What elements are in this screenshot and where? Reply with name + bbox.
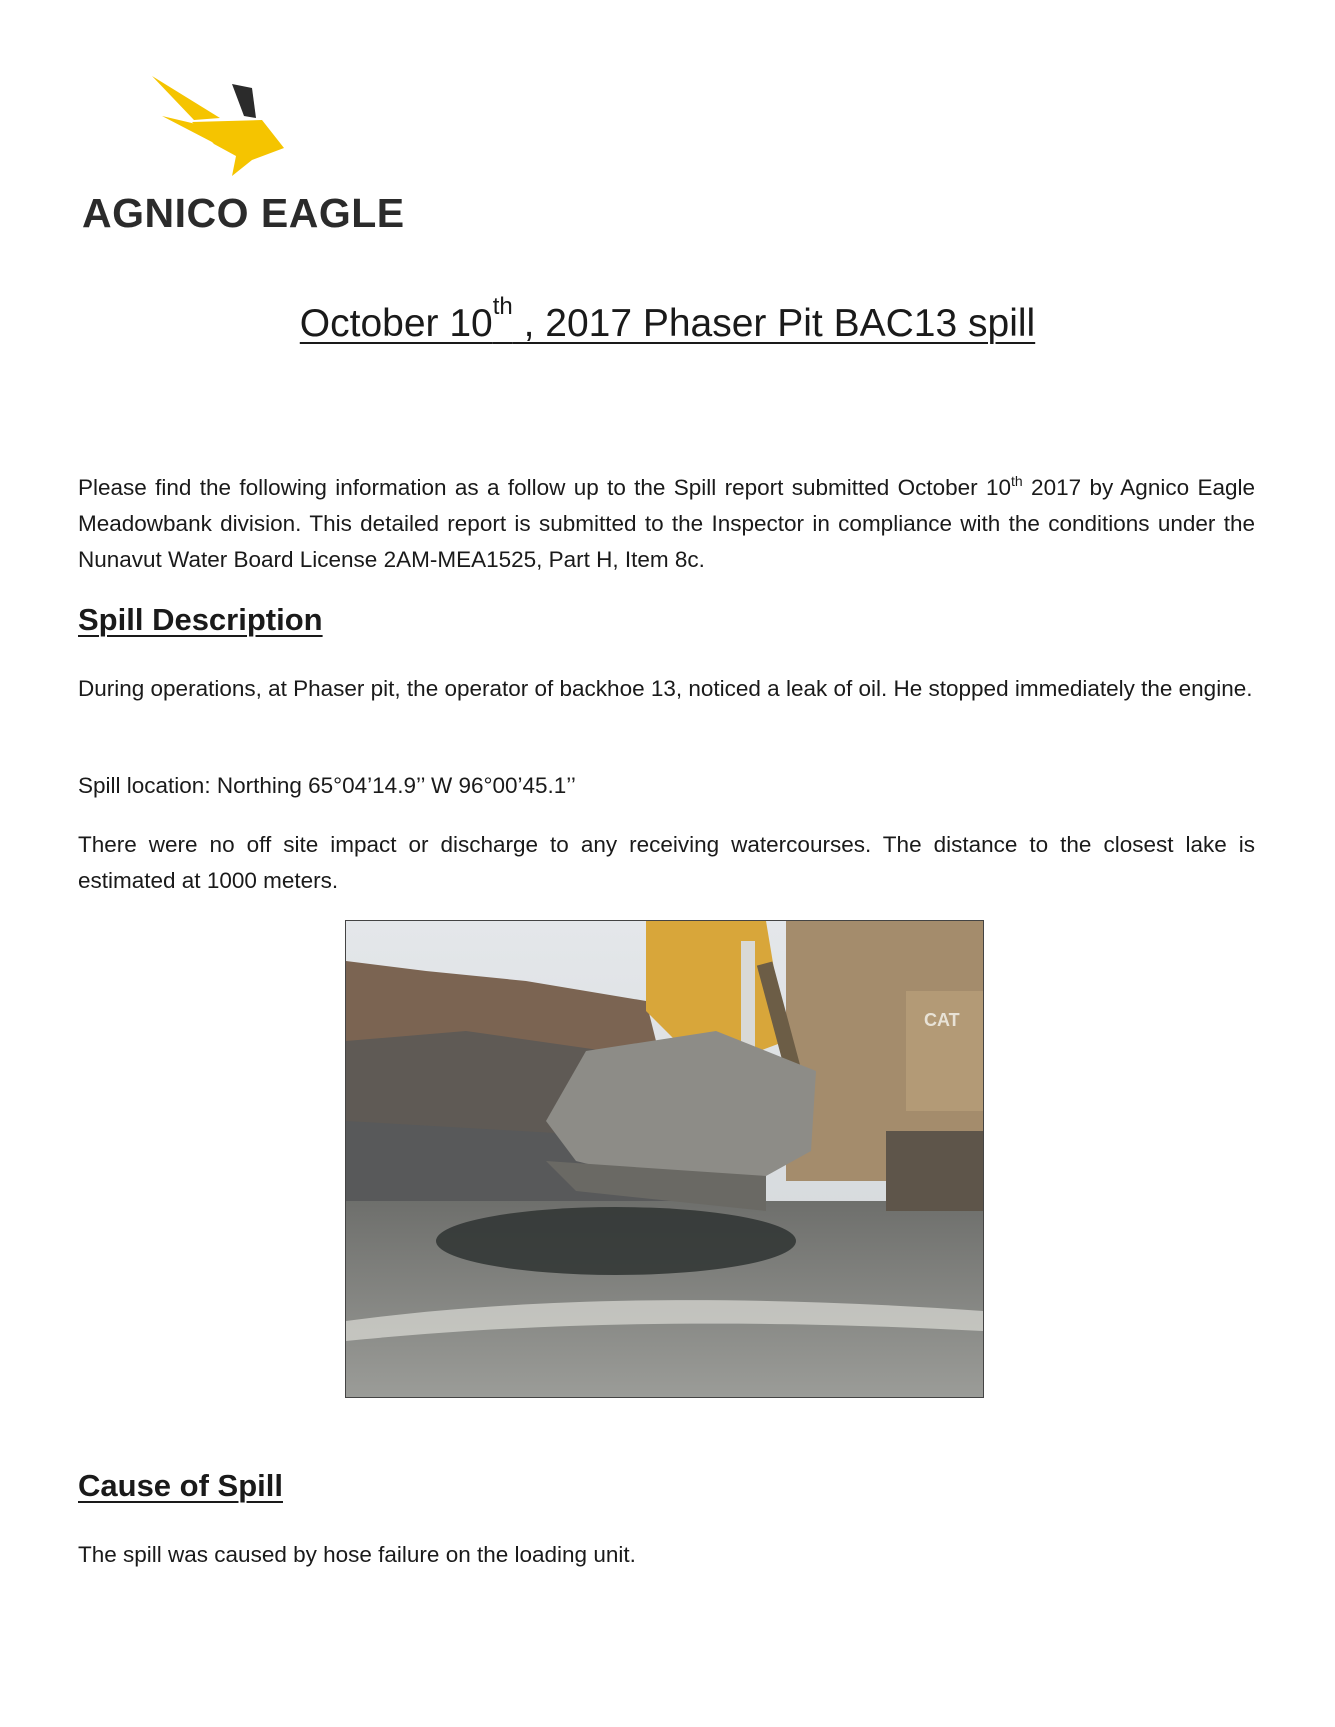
page-title: October 10th , 2017 Phaser Pit BAC13 spill — [299, 293, 1036, 345]
intro-paragraph: Please find the following information as a follow up to the Spill report submitted October 10th 2017 by Agnico Eagle Meadowbank division. This detailed report is submitted to the Inspector in compliance with the conditions under the Nunavut Water Board License 2AM-MEA1525, Part H, Item 8c. — [78, 473, 1255, 572]
spill-description-heading: Spill Description — [78, 602, 323, 637]
company-name: AGNICO EAGLE — [82, 190, 405, 236]
cause-of-spill-paragraph: The spill was caused by hose failure on the loading unit. — [78, 1542, 636, 1567]
cause-of-spill-heading: Cause of Spill — [78, 1468, 283, 1503]
spill-description-paragraph: During operations, at Phaser pit, the operator of backhoe 13, noticed a leak of oil. He stopped immediately the engine. — [78, 676, 1253, 701]
spill-photo — [345, 920, 984, 1398]
spill-location-paragraph: Spill location: Northing 65°04’14.9’’ W 96°00’45.1’’ — [78, 773, 576, 798]
impact-paragraph: There were no off site impact or discharge to any receiving watercourses. The distance to the closest lake is estimated at 1000 meters. — [78, 832, 1255, 893]
machine-badge: CAT — [924, 1010, 960, 1030]
eagle-logo-icon — [152, 76, 302, 176]
company-logo — [82, 76, 412, 241]
